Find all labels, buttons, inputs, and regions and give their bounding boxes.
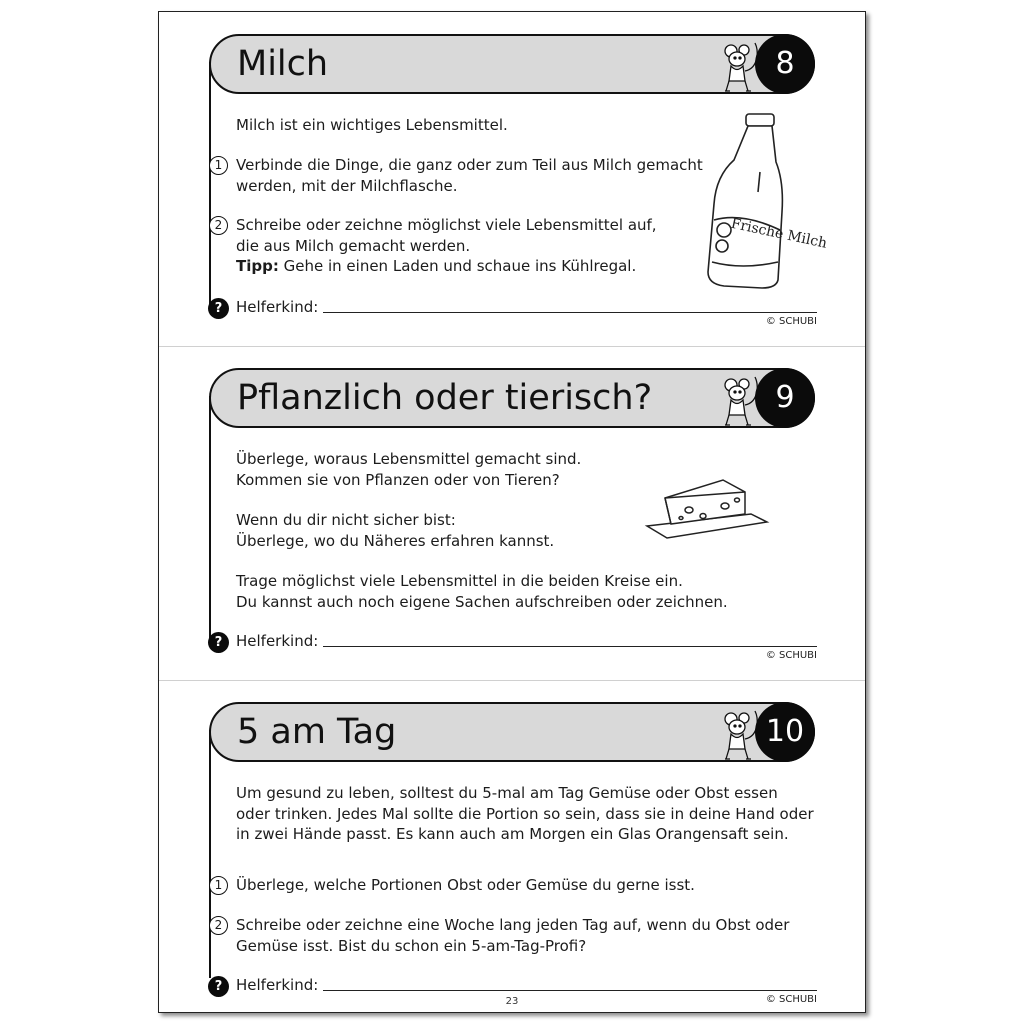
step-marker-2: 2 (209, 216, 228, 235)
intro-text: Milch ist ein wichtiges Lebensmittel. (236, 116, 508, 134)
helper-label: Helferkind: (236, 976, 319, 994)
card-title: Pflanzlich oder tierisch? (237, 378, 653, 418)
page-number: 23 (505, 996, 519, 1007)
step-1-text (236, 155, 703, 196)
step-2-line-1: Schreibe oder zeichne eine Woche lang jeden Tag auf, wenn du Obst oder (236, 916, 790, 934)
card-left-rule (209, 62, 211, 310)
step-2-line-2: Gemüse isst. Bist du schon ein 5-am-Tag-Profi? (236, 936, 587, 955)
card-header (209, 702, 815, 762)
card-header (209, 34, 815, 94)
intro-line-1: Um gesund zu leben, solltest du 5-mal am Tag Gemüse oder Obst essen (236, 784, 778, 802)
copyright: © SCHUBI (765, 650, 817, 661)
body-line-6: Du kannst auch noch eigene Sachen aufschreiben oder zeichnen. (236, 592, 728, 611)
card-left-rule (209, 396, 211, 644)
step-marker-1: 1 (209, 876, 228, 895)
card-title: Milch (237, 44, 329, 84)
card-pflanzlich-oder-tierisch (159, 346, 865, 680)
helper-label: Helferkind: (236, 632, 319, 650)
milk-bottle-illustration (702, 112, 829, 292)
helper-name-line[interactable] (323, 646, 817, 647)
worksheet-page (158, 11, 866, 1013)
step-1-line-1: Verbinde die Dinge, die ganz oder zum Teil aus Milch gemacht (236, 156, 703, 174)
card-5-am-tag (159, 680, 865, 1012)
helper-name-line[interactable] (323, 990, 817, 991)
card-milch (159, 12, 865, 346)
tip-label: Tipp: (236, 257, 279, 275)
helper-label: Helferkind: (236, 298, 319, 316)
body-line-4: Überlege, wo du Näheres erfahren kannst. (236, 531, 555, 550)
tip-text: Gehe in einen Laden und schaue ins Kühlregal. (278, 257, 637, 275)
step-marker-2: 2 (209, 916, 228, 935)
step-1-text: Überlege, welche Portionen Obst oder Gemüse du gerne isst. (236, 876, 695, 894)
body-text-block-1 (236, 449, 581, 490)
question-icon: ? (208, 632, 229, 653)
body-line-1: Überlege, woraus Lebensmittel gemacht sind. (236, 450, 582, 468)
bottle-label-text: Frische Milch (729, 215, 829, 252)
copyright: © SCHUBI (765, 316, 817, 327)
card-number-badge: 8 (755, 34, 815, 94)
body-line-5: Trage möglichst viele Lebensmittel in die beiden Kreise ein. (236, 572, 683, 590)
intro-line-2: oder trinken. Jedes Mal sollte die Portion so sein, dass sie in deine Hand oder (236, 804, 814, 823)
body-text-block-2 (236, 510, 554, 551)
copyright: © SCHUBI (765, 994, 817, 1005)
card-left-rule (209, 730, 211, 978)
helper-name-line[interactable] (323, 312, 817, 313)
step-2-line-2: die aus Milch gemacht werden. (236, 236, 471, 255)
step-1-line-2: werden, mit der Milchflasche. (236, 176, 458, 195)
intro-line-3: in zwei Hände passt. Es kann auch am Morgen ein Glas Orangensaft sein. (236, 825, 789, 843)
body-line-2: Kommen sie von Pflanzen oder von Tieren? (236, 470, 560, 489)
step-marker-1: 1 (209, 156, 228, 175)
body-text-block-3 (236, 571, 728, 612)
body-line-3: Wenn du dir nicht sicher bist: (236, 511, 456, 529)
step-2-text (236, 215, 657, 277)
step-2-line-1: Schreibe oder zeichne möglichst viele Lebensmittel auf, (236, 216, 657, 234)
step-2-text (236, 915, 789, 956)
question-icon: ? (208, 298, 229, 319)
intro-text (236, 783, 814, 845)
card-number-badge: 9 (755, 368, 815, 428)
cheese-illustration (645, 474, 769, 540)
card-title: 5 am Tag (237, 712, 397, 752)
tip-line (236, 256, 657, 277)
card-number-badge: 10 (755, 702, 815, 762)
card-header (209, 368, 815, 428)
question-icon: ? (208, 976, 229, 997)
